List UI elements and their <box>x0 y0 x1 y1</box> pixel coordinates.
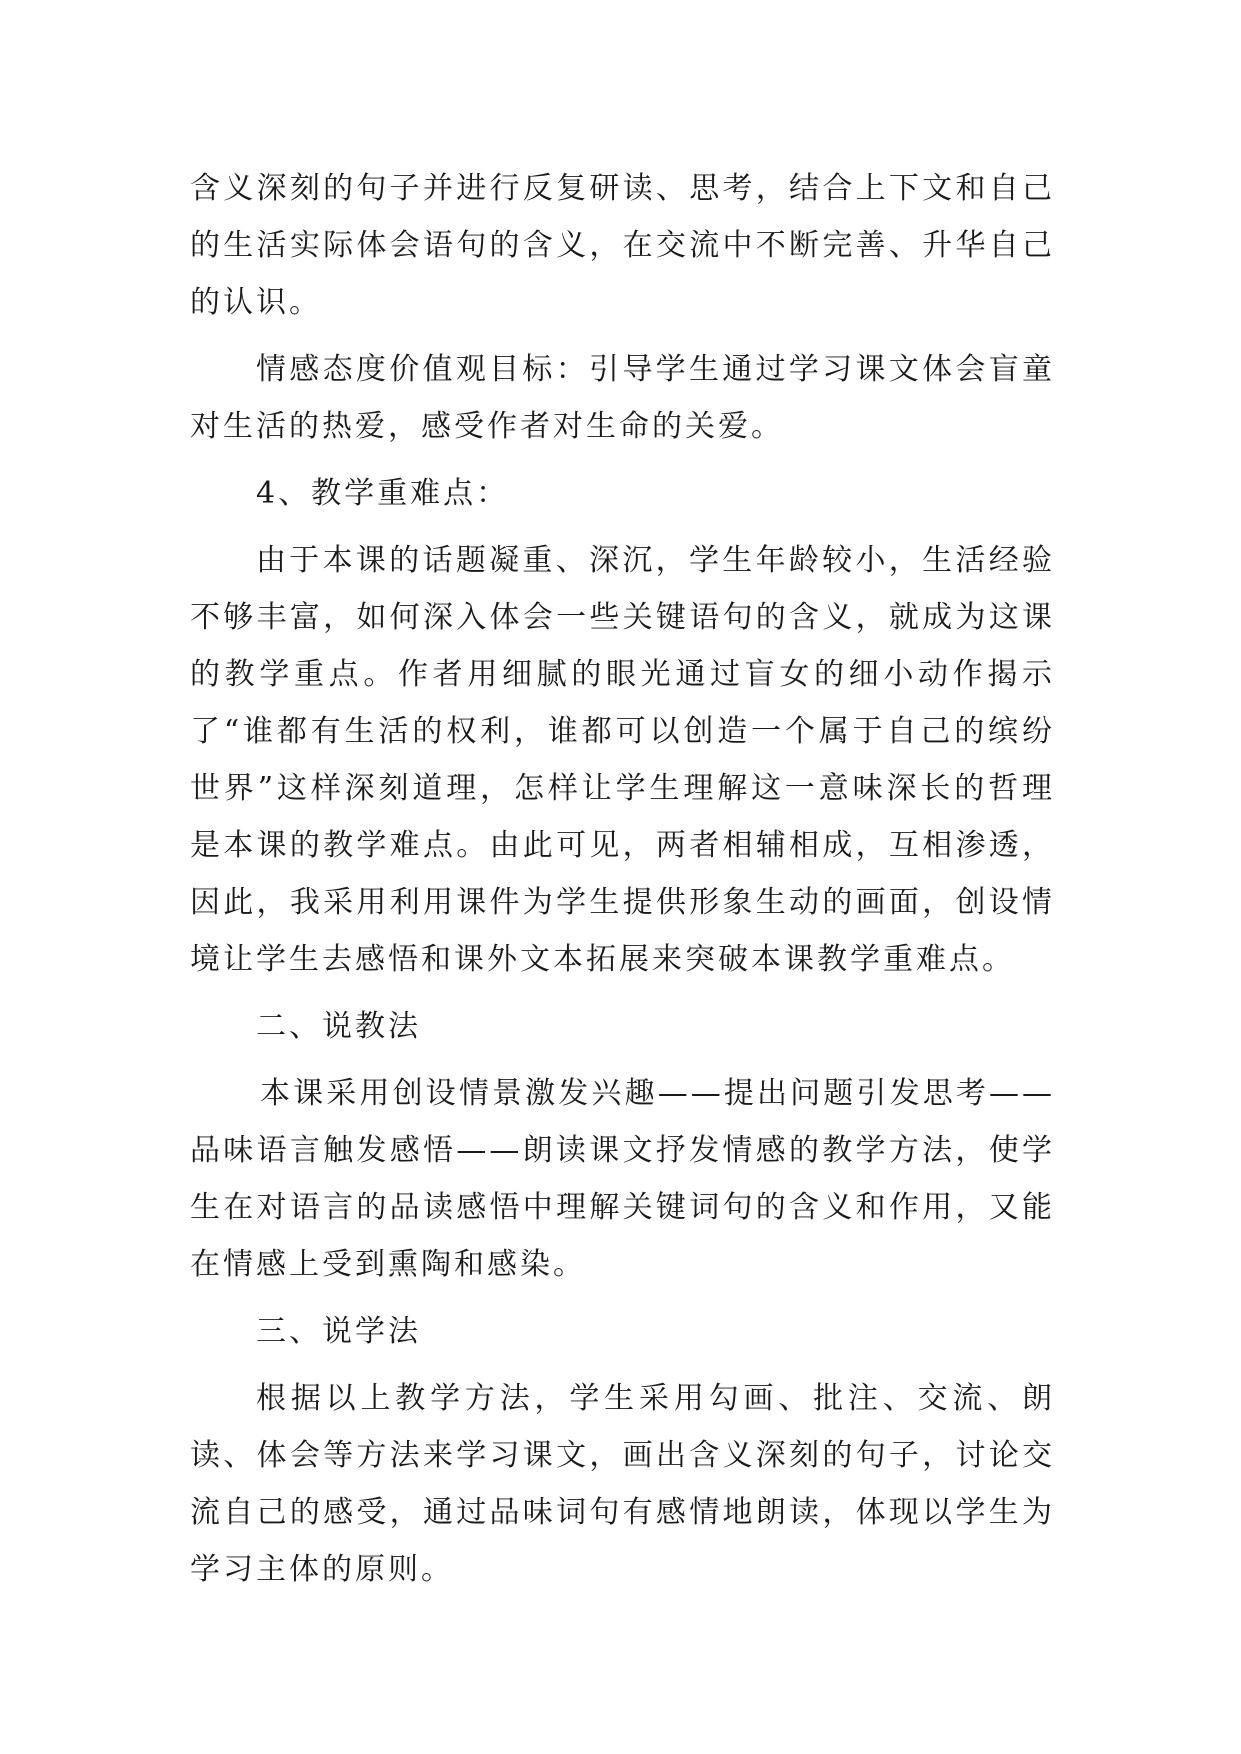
paragraph-emotion-goal: 情感态度价值观目标：引导学生通过学习课文体会盲童对生活的热爱，感受作者对生命的关爱。 <box>190 352 1055 444</box>
heading-teaching-method: 二、说教法 <box>256 1009 421 1044</box>
paragraph-learning-method: 根据以上教学方法，学生采用勾画、批注、交流、朗读、体会等方法来学习课文，画出含义深刻的句子，讨论交流自己的感受，通过品味词句有感情地朗读，体现以学生为学习主体的原则。 <box>190 1381 1055 1587</box>
heading-key-difficulties: 4、教学重难点： <box>256 476 510 511</box>
heading-learning-method: 三、说学法 <box>256 1314 421 1349</box>
paragraph-teaching-method: 本课采用创设情景激发兴趣——提出问题引发思考——品味语言触发感悟——朗读课文抒发情感的教学方法，使学生在对语言的品读感悟中理解关键词句的含义和作用，又能在情感上受到熏陶和感染。 <box>190 1076 1055 1282</box>
paragraph-key-difficulties: 由于本课的话题凝重、深沉，学生年龄较小，生活经验不够丰富，如何深入体会一些关键语句的含义，就成为这课的教学重点。作者用细腻的眼光通过盲女的细小动作揭示了“谁都有生活的权利，谁都可以创造一个属于自己的缤纷世界”这样深刻道理，怎样让学生理解这一意味深长的哲理是本课的教学难点。由此可见，两者相辅相成，互相渗透，因此，我采用利用课件为学生提供形象生动的画面，创设情境让学生去感悟和课外文本拓展来突破本课教学重难点。 <box>190 543 1055 977</box>
document-body <box>190 160 1055 1608</box>
paragraph-continuation: 含义深刻的句子并进行反复研读、思考，结合上下文和自己的生活实际体会语句的含义，在交流中不断完善、升华自己的认识。 <box>190 171 1055 320</box>
